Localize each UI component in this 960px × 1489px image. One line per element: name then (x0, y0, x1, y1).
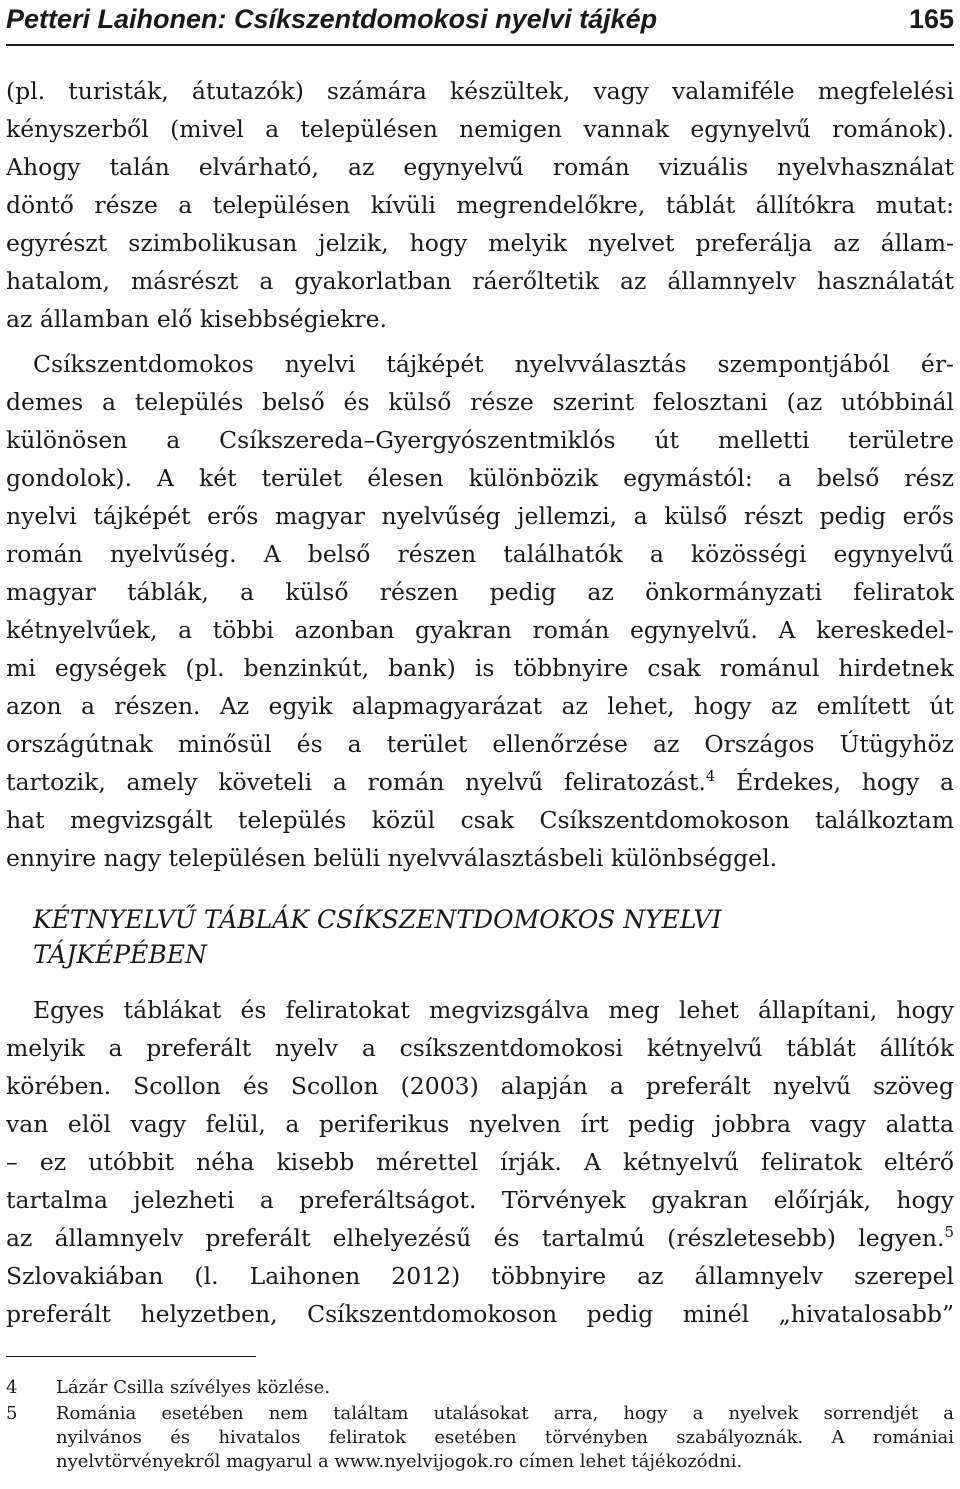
text-line: kétnyelvűek, a többi azonban gyakran román egynyelvű. A kereskedel- (6, 616, 954, 644)
footnote-5-line-3 (6, 1450, 954, 1474)
footnote-number: 4 (6, 1377, 18, 1398)
footnote-ref-5[interactable]: 5 (944, 1223, 954, 1241)
text-line (6, 763, 954, 801)
text-line: magyar táblák, a külső részen pedig az önkormányzati feliratok (6, 578, 954, 606)
text-line: különösen a Csíkszereda–Gyergyószentmiklós út melletti területre (6, 426, 954, 454)
text-line: mi egységek (pl. benzinkút, bank) is többnyire csak románul hirdetnek (6, 654, 954, 682)
text-line: nyelvi tájképét erős magyar nyelvűség jellemzi, a külső részt pedig erős (6, 502, 954, 530)
text-line: van elöl vagy felül, a periferikus nyelven írt pedig jobbra vagy alatta (6, 1110, 954, 1138)
text-line (6, 1219, 954, 1257)
text-line: román nyelvűség. A belső részen találhatók a közösségi egynyelvű (6, 540, 954, 568)
footnote-text-line: nyelvtörvényekről magyarul a www.nyelvijogok.ro címen lehet tájékozódni. (56, 1451, 743, 1472)
footnote-divider (6, 1356, 256, 1357)
text-line: Szlovakiában (l. Laihonen 2012) többnyire az államnyelv szerepel (6, 1262, 954, 1290)
text-line: preferált helyzetben, Csíkszentdomokoson pedig minél „hivatalosabb” (6, 1300, 954, 1328)
text-line: az államban elő kisebbségiekre. (6, 305, 387, 333)
text-line: Egyes táblákat és feliratokat megvizsgálva meg lehet állapítani, hogy (33, 996, 954, 1024)
text-line: kényszerből (mivel a településen nemigen vannak egynyelvű románok). (6, 115, 954, 143)
text-line: ennyire nagy településen belüli nyelvválasztásbeli különbséggel. (6, 844, 778, 872)
text-fragment: Érdekes, hogy a (715, 768, 954, 796)
text-line: tartalma jelezheti a preferáltságot. Törvények gyakran előírják, hogy (6, 1186, 954, 1214)
footnote-4 (6, 1376, 954, 1400)
section-heading-line-1: KÉTNYELVŰ TÁBLÁK CSÍKSZENTDOMOKOS NYELVI (33, 905, 722, 934)
footnote-text: Lázár Csilla szívélyes közlése. (56, 1377, 331, 1398)
text-line: Ahogy talán elvárható, az egynyelvű román vizuális nyelvhasználat (6, 153, 954, 181)
section-heading-line-2: TÁJKÉPÉBEN (33, 940, 207, 969)
running-title: Petteri Laihonen: Csíkszentdomokosi nyelvi tájkép (6, 4, 658, 34)
text-line: országútnak minősül és a terület ellenőrzése az Országos Útügyhöz (6, 730, 954, 758)
text-line: hatalom, másrészt a gyakorlatban ráerőltetik az államnyelv használatát (6, 267, 954, 295)
text-line: (pl. turisták, átutazók) számára készültek, vagy valamiféle megfelelési (6, 77, 954, 105)
running-header (6, 0, 954, 46)
footnote-number: 5 (6, 1403, 18, 1424)
footnote-5-line-2 (6, 1426, 954, 1450)
footnote-5 (6, 1402, 954, 1426)
text-line: hat megvizsgált település közül csak Csíkszentdomokoson találkoztam (6, 806, 954, 834)
text-line: demes a település belső és külső része szerint felosztani (az utóbbinál (6, 388, 954, 416)
footnote-ref-4[interactable]: 4 (705, 767, 716, 785)
text-fragment: az államnyelv preferált elhelyezésű és tartalmú (részletesebb) legyen. (6, 1224, 945, 1252)
text-line: egyrészt szimbolikusan jelzik, hogy melyik nyelvet preferálja az állam- (6, 229, 954, 257)
text-line: gondolok). A két terület élesen különbözik egymástól: a belső rész (6, 464, 954, 492)
text-line: döntő része a településen kívüli megrendelőkre, táblát állítókra mutat: (6, 191, 954, 219)
text-fragment: tartozik, amely követeli a román nyelvű feliratozást. (6, 768, 706, 796)
footnote-text-line: nyilvános és hivatalos feliratok esetében törvényben szabályoznák. A romániai (56, 1427, 954, 1448)
text-line: – ez utóbbit néha kisebb mérettel írják. A kétnyelvű feliratok eltérő (6, 1148, 954, 1176)
text-line: azon a részen. Az egyik alapmagyarázat az lehet, hogy az említett út (6, 692, 954, 720)
text-line: Csíkszentdomokos nyelvi tájképét nyelvválasztás szempontjából ér- (33, 350, 954, 378)
page-number: 165 (908, 4, 954, 34)
text-line: körében. Scollon és Scollon (2003) alapján a preferált nyelvű szöveg (6, 1072, 954, 1100)
footnote-text-line: Románia esetében nem találtam utalásokat arra, hogy a nyelvek sorrendjét a (56, 1403, 954, 1424)
text-line: melyik a preferált nyelv a csíkszentdomokosi kétnyelvű táblát állítók (6, 1034, 954, 1062)
